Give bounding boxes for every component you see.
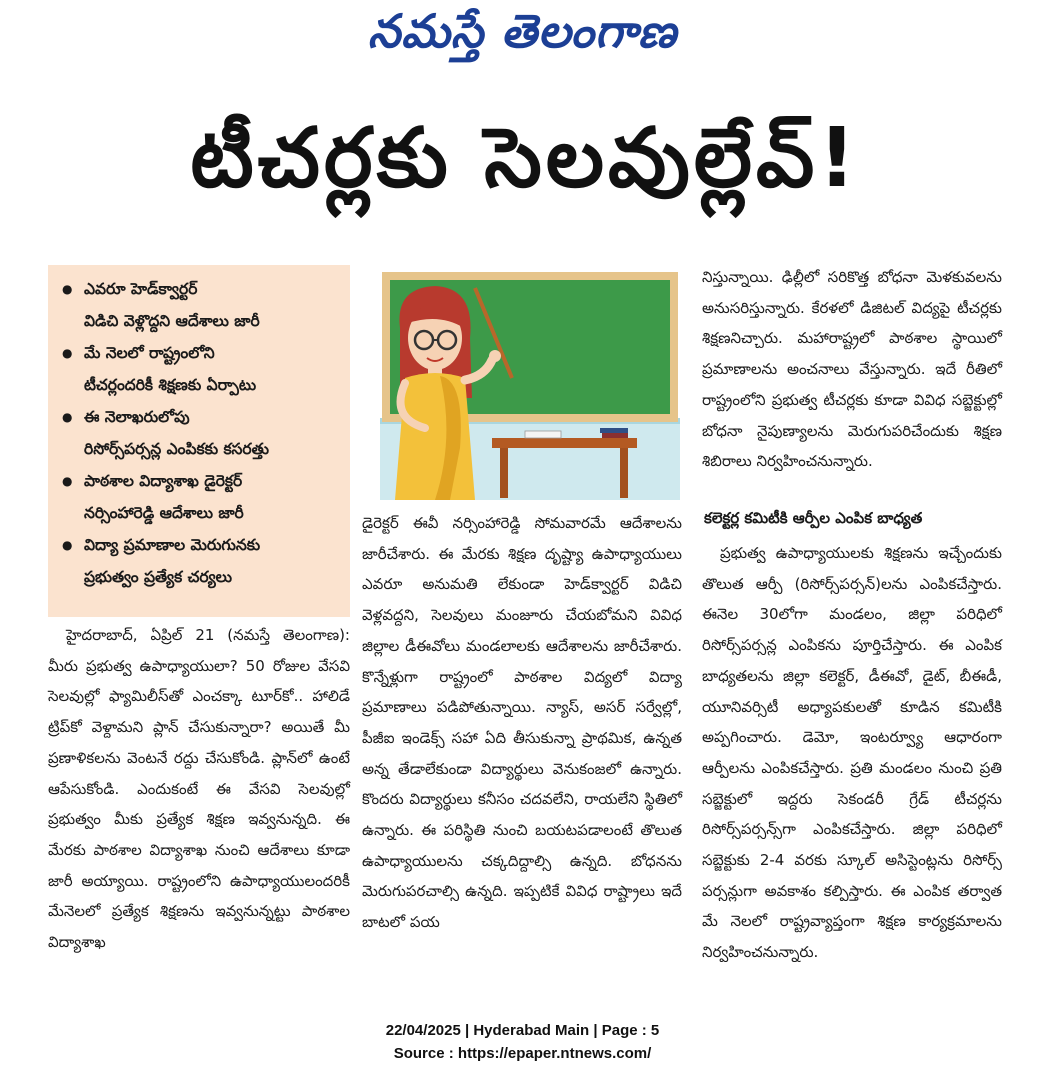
article-column-1: హైదరాబాద్‌, ఏప్రిల్‌ 21 (నమస్తే తెలంగాణ): మీరు ప్రభుత్వ ఉపాధ్యాయులా? 50 రోజుల వేసవి సెలవుల్లో ఫ్యామిలీస్‌తో ఎంచక్కా టూర్‌కో.. హాలిడే ట్రిప్‌కో వెళ్దామని ప్లాన్‌ చేసుకున్నారా? అయితే మీ ప్రణాళికలను వెంటనే రద్దు చేసుకోండి. ప్లాన్‌లో ఉంటే ఆపేసుకోండి. ఎందుకంటే ఈ వేసవి సెలవుల్లో ప్రభుత్వం మీకు ప్రత్యేక శిక్షణ ఇవ్వనున్నది. ఈ మేరకు పాఠశాల విద్యాశాఖ నుంచి ఆదేశాలు కూడా జారీ అయ్యాయి. రాష్ట్రంలోని ఉపాధ్యాయులందరికీ మేనెలలో ప్రత్యేక శిక్షణను ఇవ్వనున్నట్టు పాఠశాల విద్యాశాఖ — [48, 626, 350, 952]
article-column-3-bottom: ప్రభుత్వ ఉపాధ్యాయులకు శిక్షణను ఇచ్చేందుకు తొలుత ఆర్పీ (రిసోర్స్‌పర్సన్‌)లను ఎంపికచేస్తారు. ఈనెల 30లోగా మండలం, జిల్లా పరిధిలో రిసోర్స్‌పర్సన్ల ఎంపికను పూర్తిచేస్తారు. ఈ ఎంపిక బాధ్యతలను జిల్లా కలెక్టర్‌, డీఈవో, డైట్‌, బీఈడీ, యూనివర్సిటీ అధ్యాపకులతో కూడిన కమిటీకి అప్పగించారు. డెమో, ఇంటర్వ్యూ ఆధారంగా ఆర్పీలను ఎంపికచేస్తారు. ప్రతి మండలం నుంచి ప్రతి సబ్జెక్టులో ఇద్దరు సెకండరీ గ్రేడ్‌ టీచర్లను రిసోర్స్‌పర్సన్స్‌గా ఎంపికచేస్తారు. జిల్లా పరిధిలో సబ్జెక్టుకు 2-4 వరకు స్కూల్‌ అసిస్టెంట్లను రిసోర్స్‌ పర్సన్లుగా అవకాశం కల్పిస్తారు. ఈ ఎంపిక తర్వాత మే నెలలో రాష్ట్రవ్యాప్తంగా శిక్షణ కార్యక్రమాలను నిర్వహించనున్నారు. — [702, 544, 1002, 962]
subheading: కలెక్టర్ల కమిటీకి ఆర్పీల ఎంపిక బాధ్యత — [704, 509, 923, 527]
bullet-icon: ● — [62, 474, 73, 488]
highlight-item: ● మే నెలలో రాష్ట్రంలోని టీచర్లందరికీ శిక్షణకు ఏర్పాటు — [62, 337, 340, 401]
article-column-2: డైరెక్టర్‌ ఈవీ నర్సింహారెడ్డి సోమవారమే ఆదేశాలను జారీచేశారు. ఈ మేరకు శిక్షణ దృష్ట్యా ఉపాధ్యాయులు ఎవరూ అనుమతి లేకుండా హెడ్‌క్వార్టర్‌ విడిచి వెళ్లవద్దని, సెలవులు మంజూరు చేయబోమని వివిధ జిల్లాల డీఈవోలు మండలాలకు ఆదేశాలను జారీచేశారు. కొన్నేళ్లుగా రాష్ట్రంలో పాఠశాల విద్యలో విద్యా ప్రమాణాలు పడిపోతున్నాయి. న్యాస్‌, అసర్‌ సర్వేల్లో, పీజీఐ ఇండెక్స్‌ సహా ఏది తీసుకున్నా ప్రాథమిక, ఉన్నత అన్న తేడాలేకుండా విద్యార్థులు వెనుకంజలో ఉన్నారు. కొందరు విద్యార్థులు కనీసం చదవలేని, రాయలేని స్థితిలో ఉన్నారు. ఈ పరిస్థితి నుంచి బయటపడాలంటే తొలుత ఉపాధ్యాయులను చక్కదిద్దాల్సి ఉన్నది. బోధనను మెరుగుపరచాల్సి ఉన్నది. ఇప్పటికే వివిధ రాష్ట్రాలు ఇదే బాటలో పయ — [362, 514, 682, 932]
bullet-icon: ● — [62, 282, 73, 296]
bullet-icon: ● — [62, 538, 73, 552]
teacher-illustration — [380, 268, 680, 500]
headline: టీచర్లకు సెలవుల్లేవ్‌! — [190, 111, 860, 206]
highlight-item: ● విద్యా ప్రమాణాల మెరుగునకు ప్రభుత్వం ప్రత్యేక చర్యలు — [62, 529, 340, 593]
highlight-item: ● ఎవరూ హెడ్‌క్వార్టర్‌ విడిచి వెళ్లొద్దని ఆదేశాలు జారీ — [62, 273, 340, 337]
highlights-box — [48, 265, 350, 617]
bullet-icon: ● — [62, 410, 73, 424]
highlight-item: ● పాఠశాల విద్యాశాఖ డైరెక్టర్‌ నర్సింహారెడ్డి ఆదేశాలు జారీ — [62, 465, 340, 529]
highlight-item: ● ఈ నెలాఖరులోపు రిసోర్స్‌పర్సన్ల ఎంపికకు కసరత్తు — [62, 401, 340, 465]
footer-source-link[interactable]: Source : https://epaper.ntnews.com/ — [393, 1045, 652, 1062]
masthead-logo: నమస్తే తెలంగాణ — [367, 4, 678, 58]
bullet-icon: ● — [62, 346, 73, 360]
footer-date-edition: 22/04/2025 | Hyderabad Main | Page : 5 — [385, 1022, 660, 1039]
article-column-3-top: నిస్తున్నాయి. ఢిల్లీలో సరికొత్త బోధనా మెళకువలను అనుసరిస్తున్నారు. కేరళలో డిజిటల్‌ విద్యపై టీచర్లకు శిక్షణనిచ్చారు. మహారాష్ట్రలో పాఠశాల స్థాయిలో ప్రమాణాలను అంచనాలు వేస్తున్నారు. ఇదే రీతిలో రాష్ట్రంలోని ప్రభుత్వ టీచర్లకు కూడా వివిధ సబ్జెక్టుల్లో బోధనా నైపుణ్యాలను మెరుగుపరిచేందుకు శిక్షణ శిబిరాలు నిర్వహించనున్నారు. — [702, 268, 1002, 471]
